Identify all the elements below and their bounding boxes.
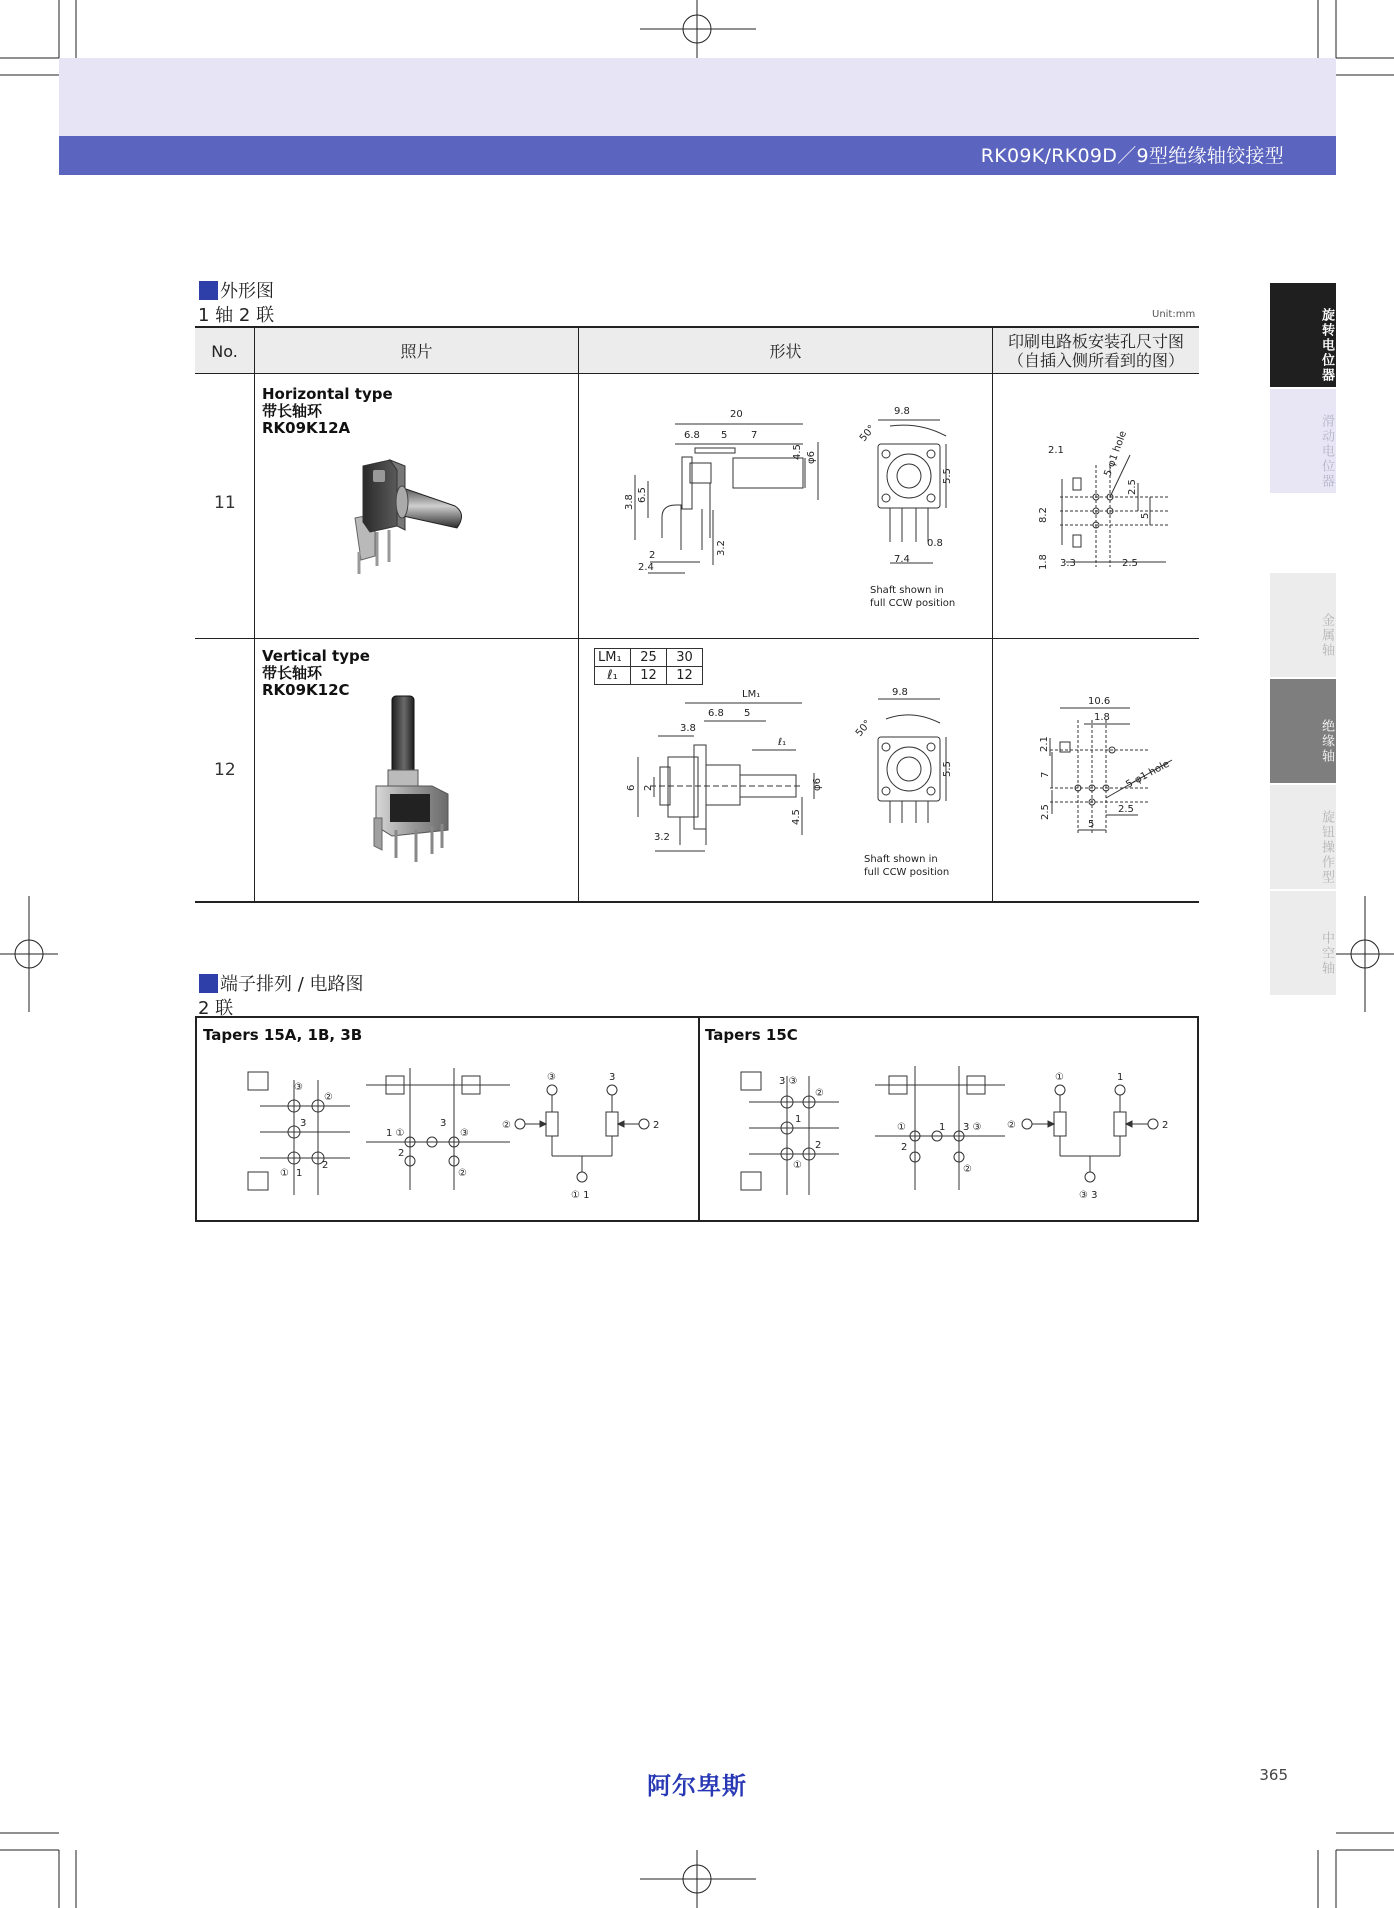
pcb-1-8: 1.8 bbox=[1038, 554, 1049, 570]
product-type: Horizontal type bbox=[262, 385, 393, 403]
label: ② bbox=[458, 1168, 467, 1179]
header-light-band bbox=[59, 58, 1336, 136]
tapers-c-title: Tapers 15C bbox=[705, 1026, 798, 1044]
pcb-7: 7 bbox=[1040, 771, 1051, 778]
dim-20: 20 bbox=[730, 409, 743, 420]
label: 3 bbox=[440, 1118, 447, 1129]
dim-l1: ℓ₁ bbox=[778, 737, 787, 748]
label: 2 bbox=[901, 1142, 908, 1153]
header-pcb bbox=[993, 328, 1199, 374]
side-tab-knob[interactable] bbox=[1270, 785, 1336, 889]
label: ③ 3 bbox=[1079, 1190, 1098, 1201]
label: 1 bbox=[296, 1168, 303, 1179]
dim-6-8: 6.8 bbox=[708, 708, 724, 719]
pcb-drawing-11 bbox=[1030, 425, 1190, 585]
dim-2-4: 2.4 bbox=[638, 562, 654, 573]
side-tab-rotary[interactable] bbox=[1270, 283, 1336, 387]
terminal-section-title bbox=[199, 970, 364, 996]
pcb-2-5a: 2.5 bbox=[1040, 804, 1051, 820]
label: 2 bbox=[322, 1160, 329, 1171]
dim-9-8: 9.8 bbox=[894, 406, 910, 417]
pcb-2-5b: 2.5 bbox=[1118, 804, 1134, 815]
dim-7: 7 bbox=[751, 430, 758, 441]
l-value: 12 bbox=[631, 667, 667, 685]
header-pcb-line2: （自插入侧所看到的图） bbox=[1007, 351, 1184, 370]
pcb-drawing-12 bbox=[1020, 690, 1190, 860]
page-title: RK09K/RK09D／9型绝缘轴铰接型 bbox=[980, 145, 1284, 167]
label: ① bbox=[1055, 1072, 1064, 1083]
shaft-note-line1: Shaft shown in bbox=[870, 585, 944, 596]
pcb-1-8: 1.8 bbox=[1094, 712, 1110, 723]
shaft-note-line2: full CCW position bbox=[864, 867, 950, 878]
outline-subtitle: 1 轴 2 联 bbox=[198, 305, 275, 326]
label: 1 bbox=[1117, 1072, 1124, 1083]
label: ② bbox=[502, 1120, 511, 1131]
lm-table-grid bbox=[594, 648, 703, 685]
label: ② bbox=[963, 1164, 972, 1175]
header-shape: 形状 bbox=[769, 341, 802, 361]
side-tab-label: 旋钮操作型 bbox=[1319, 809, 1334, 885]
label: 3 bbox=[300, 1118, 307, 1129]
tapers-c-diagram bbox=[735, 1060, 1175, 1220]
label: ① 1 bbox=[571, 1190, 590, 1201]
label: ② bbox=[324, 1092, 333, 1103]
label: 3 ③ bbox=[779, 1076, 798, 1087]
label: 2 bbox=[398, 1148, 405, 1159]
shaft-note-line1: Shaft shown in bbox=[864, 854, 938, 865]
product-model: RK09K12A bbox=[262, 419, 351, 437]
product-subtype: 带长轴环 bbox=[262, 402, 323, 420]
label: 3 ③ bbox=[963, 1122, 982, 1133]
dim-4-5: 4.5 bbox=[792, 444, 803, 460]
dim-2: 2 bbox=[643, 784, 654, 791]
label: ① bbox=[793, 1160, 802, 1171]
label: 2 bbox=[815, 1140, 822, 1151]
header-photo: 照片 bbox=[400, 341, 433, 361]
row-no-11: 11 bbox=[214, 493, 236, 513]
outline-section-title bbox=[199, 277, 274, 303]
lm-value: 25 bbox=[631, 649, 667, 667]
label: ② bbox=[1007, 1120, 1016, 1131]
pcb-5: 5 bbox=[1088, 819, 1095, 830]
label: ① bbox=[280, 1168, 289, 1179]
brand-logo: 阿尔卑斯 bbox=[647, 1772, 747, 1800]
terminal-subtitle: 2 联 bbox=[198, 998, 234, 1019]
pcb-5: 5 bbox=[1140, 512, 1151, 519]
label: 1 bbox=[939, 1122, 946, 1133]
label: ③ bbox=[294, 1082, 303, 1093]
label: ① bbox=[897, 1122, 906, 1133]
product-model: RK09K12C bbox=[262, 681, 350, 699]
product-type: Vertical type bbox=[262, 647, 370, 665]
shape-drawing-12 bbox=[590, 685, 1000, 885]
lm-label: LM₁ bbox=[595, 649, 631, 667]
side-tab-label: 绝缘轴 bbox=[1319, 718, 1334, 764]
dim-9-8: 9.8 bbox=[892, 687, 908, 698]
tapers-a-title: Tapers 15A, 1B, 3B bbox=[203, 1026, 363, 1044]
dim-3-8: 3.8 bbox=[680, 723, 696, 734]
label: ③ bbox=[547, 1072, 556, 1083]
shape-drawing-11 bbox=[590, 400, 1000, 615]
dim-3-8: 3.8 bbox=[624, 494, 635, 510]
dim-5-5: 5.5 bbox=[942, 761, 953, 777]
side-tab-hollow-shaft[interactable] bbox=[1270, 891, 1336, 995]
dim-5: 5 bbox=[744, 708, 751, 719]
dim-6-5: 6.5 bbox=[637, 487, 648, 503]
dim-6: 6 bbox=[626, 784, 637, 791]
dim-phi6: φ6 bbox=[806, 451, 817, 464]
lm-table bbox=[594, 648, 703, 685]
dim-5: 5 bbox=[721, 430, 728, 441]
side-tab-metal-shaft[interactable] bbox=[1270, 573, 1336, 677]
product-subtype: 带长轴环 bbox=[262, 664, 323, 682]
l-label: ℓ₁ bbox=[595, 667, 631, 685]
section-title-text: 端子排列 / 电路图 bbox=[220, 974, 364, 995]
dim-6-8: 6.8 bbox=[684, 430, 700, 441]
dim-0-8: 0.8 bbox=[927, 538, 943, 549]
label: 1 bbox=[795, 1114, 802, 1125]
side-tab-label: 中空轴 bbox=[1319, 930, 1334, 976]
pcb-2-1: 2.1 bbox=[1048, 445, 1064, 456]
pcb-2-5b: 2.5 bbox=[1122, 558, 1138, 569]
row-no-12: 12 bbox=[214, 760, 236, 780]
pcb-8-2: 8.2 bbox=[1038, 507, 1049, 523]
dim-lm1: LM₁ bbox=[742, 689, 761, 700]
unit-label: Unit:mm bbox=[1152, 309, 1196, 320]
product-title-12 bbox=[262, 648, 370, 699]
header-pcb-line1: 印刷电路板安装孔尺寸图 bbox=[1007, 332, 1184, 351]
side-tab-label: 滑动电位器 bbox=[1319, 413, 1334, 489]
dim-3-2: 3.2 bbox=[654, 832, 670, 843]
dim-phi6: φ6 bbox=[812, 778, 823, 791]
label: 2 bbox=[1162, 1120, 1169, 1131]
side-tab-label: 旋转电位器 bbox=[1319, 307, 1334, 383]
section-square-icon bbox=[199, 974, 218, 993]
dim-3-2: 3.2 bbox=[716, 540, 727, 556]
label: 2 bbox=[653, 1120, 660, 1131]
dim-2: 2 bbox=[649, 550, 656, 561]
label: ② bbox=[815, 1088, 824, 1099]
pcb-hole: 5-φ1 hole bbox=[1124, 758, 1172, 791]
section-square-icon bbox=[199, 281, 218, 300]
label: ③ bbox=[460, 1128, 469, 1139]
dim-7-4: 7.4 bbox=[894, 554, 910, 565]
pcb-2-5a: 2.5 bbox=[1127, 479, 1138, 495]
l-value: 12 bbox=[667, 667, 703, 685]
lm-value: 30 bbox=[667, 649, 703, 667]
header-no: No. bbox=[211, 341, 238, 361]
product-photo-12 bbox=[370, 690, 480, 865]
product-photo-11 bbox=[345, 456, 485, 576]
dim-50deg: 50° bbox=[857, 423, 878, 444]
side-tab-label: 金属轴 bbox=[1319, 612, 1334, 658]
side-tab-slide[interactable] bbox=[1270, 389, 1336, 493]
pcb-2-1: 2.1 bbox=[1039, 736, 1050, 752]
label: 1 ① bbox=[386, 1128, 405, 1139]
pcb-hole: 5-φ1 hole bbox=[1102, 429, 1130, 479]
dim-4-5: 4.5 bbox=[791, 809, 802, 825]
label: 3 bbox=[609, 1072, 616, 1083]
product-title-11 bbox=[262, 386, 393, 437]
dim-50deg: 50° bbox=[853, 718, 874, 739]
dim-5-5: 5.5 bbox=[942, 468, 953, 484]
page-number: 365 bbox=[1259, 1766, 1288, 1784]
pcb-10-6: 10.6 bbox=[1088, 696, 1111, 707]
tapers-a-diagram bbox=[240, 1060, 670, 1220]
shaft-note-line2: full CCW position bbox=[870, 598, 956, 609]
pcb-3-3: 3.3 bbox=[1060, 558, 1076, 569]
side-tab-insulated-shaft[interactable] bbox=[1270, 679, 1336, 783]
section-title-text: 外形图 bbox=[220, 281, 274, 302]
